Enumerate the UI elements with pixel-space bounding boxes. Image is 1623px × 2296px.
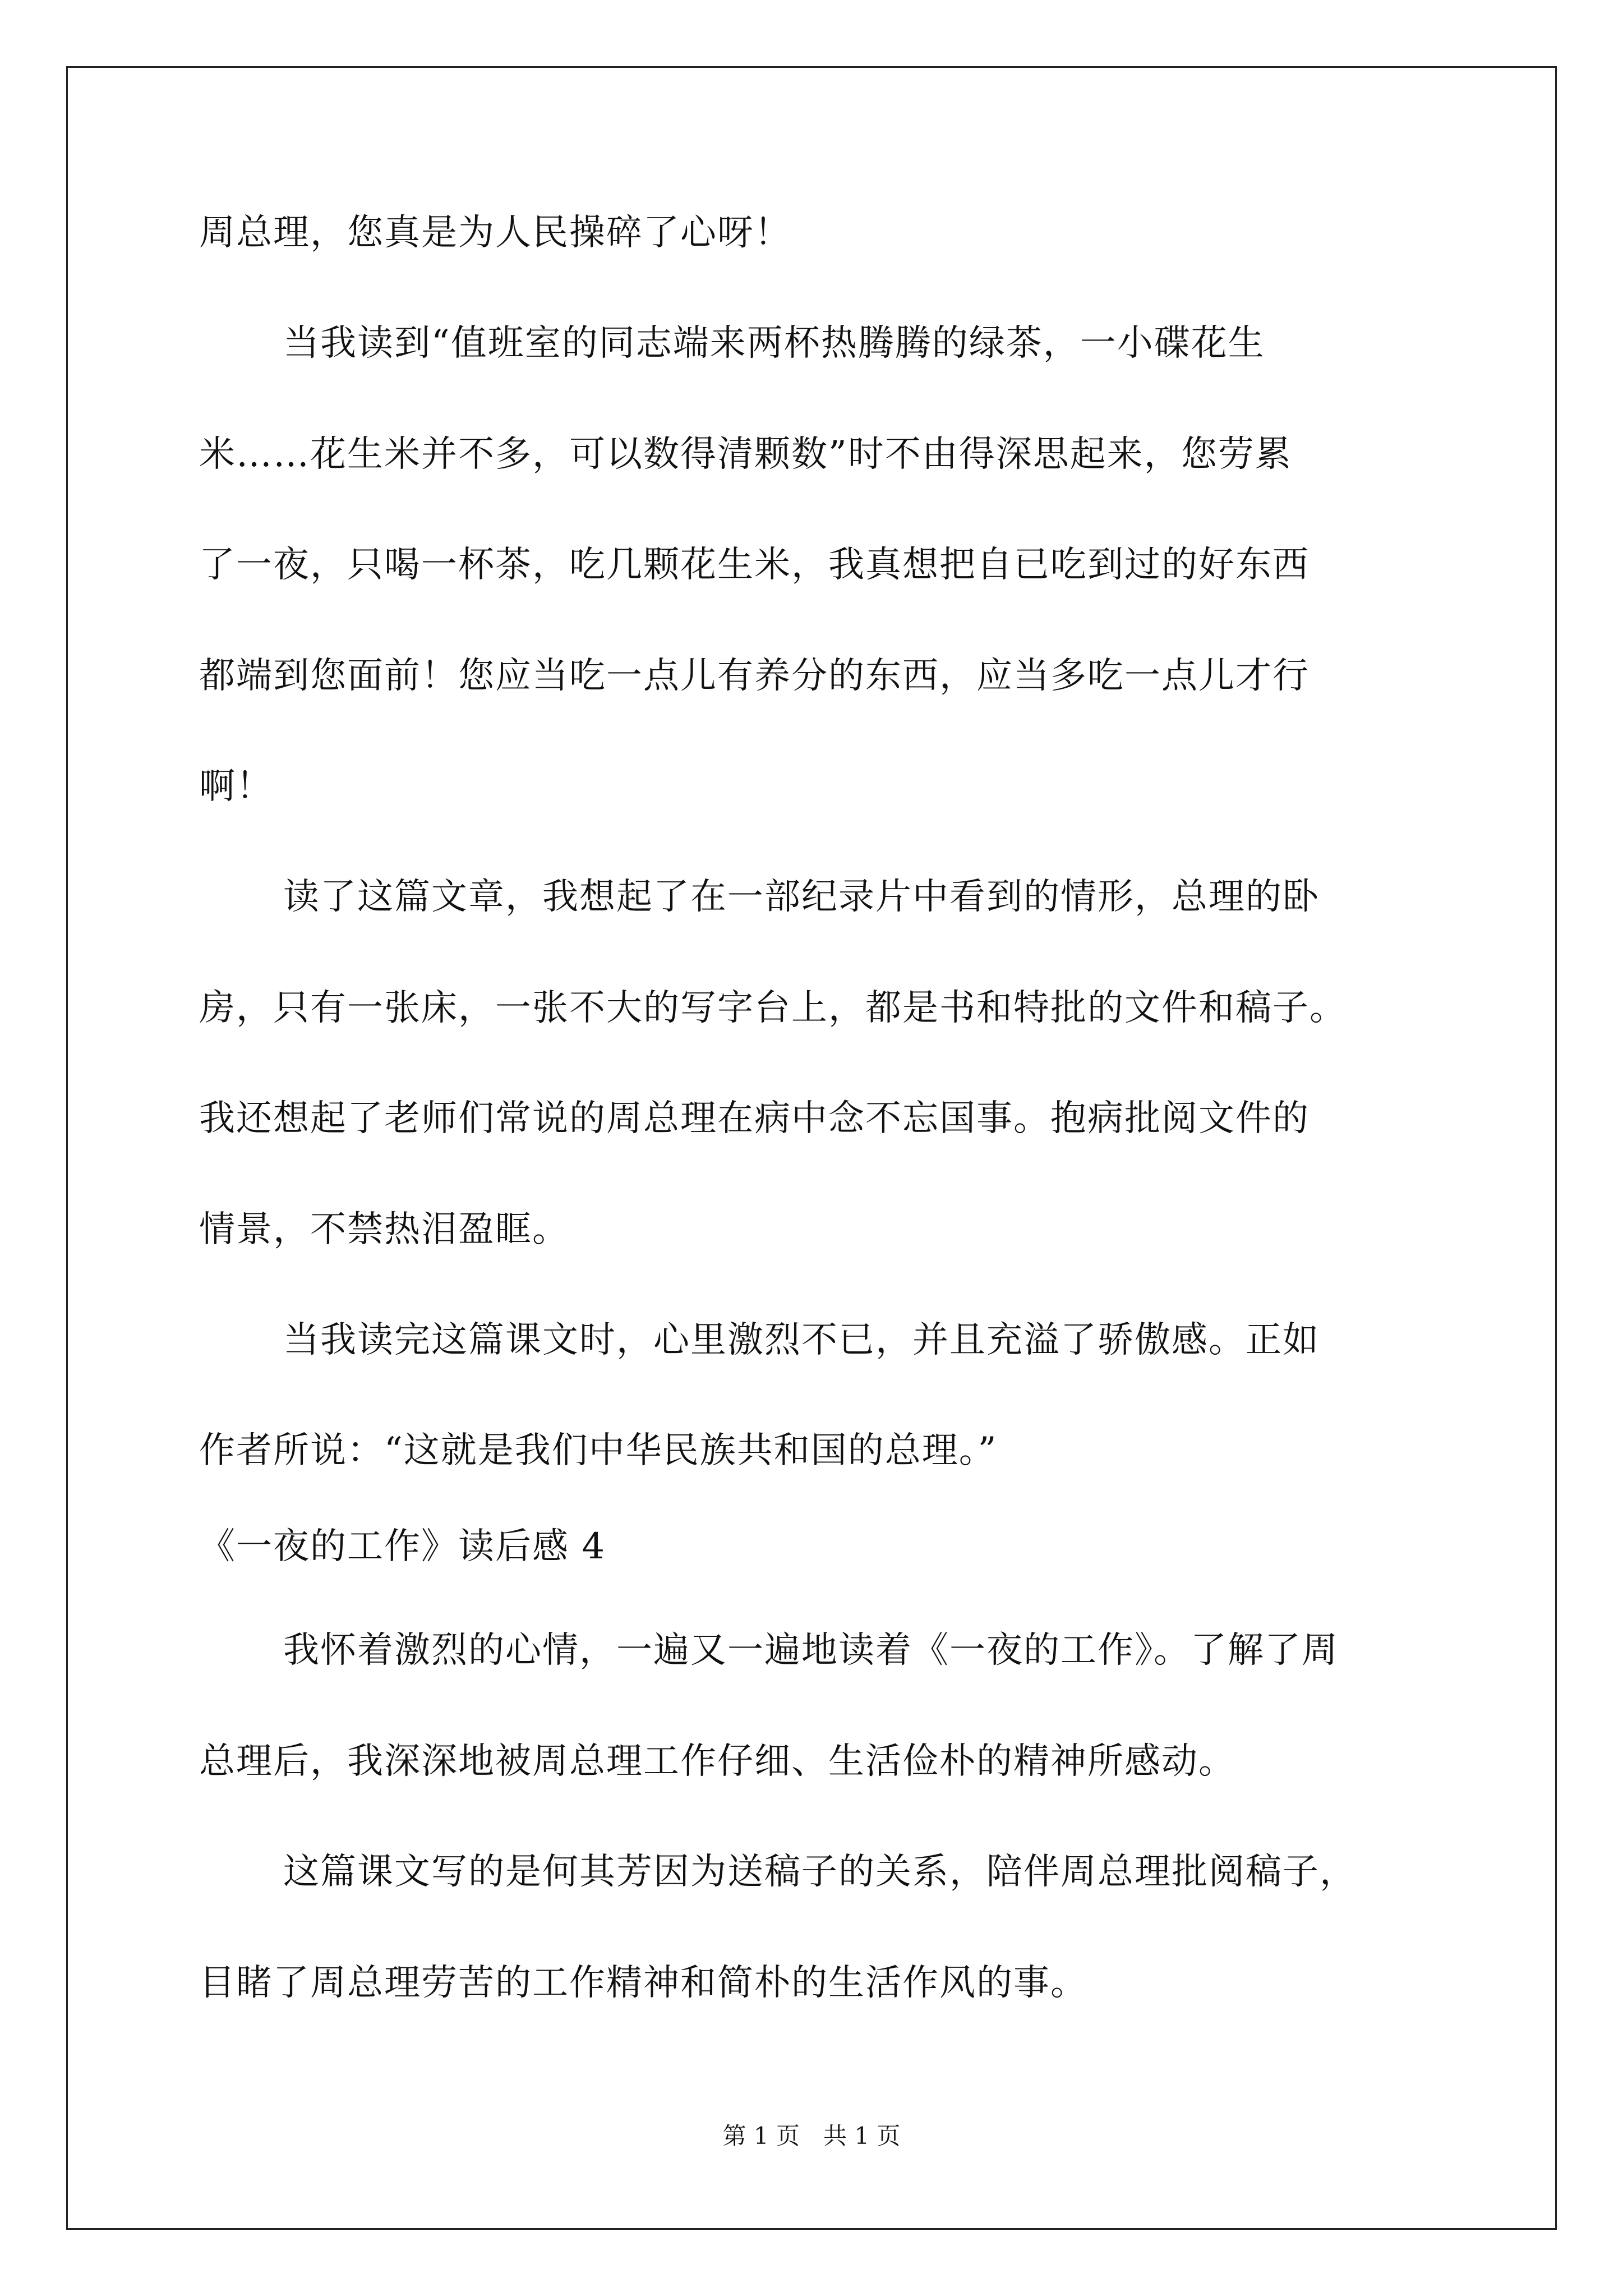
text-line: 都端到您面前！您应当吃一点儿有养分的东西，应当多吃一点儿才行: [199, 655, 1310, 697]
section-heading: 《一夜的工作》读后感 4: [199, 1526, 606, 1567]
text-line: 我怀着激烈的心情，一遍又一遍地读着《一夜的工作》。了解了周: [283, 1630, 1339, 1671]
text-line: 周总理，您真是为人民操碎了心呀！: [199, 212, 791, 254]
page-footer: 第 1 页 共 1 页: [722, 2122, 901, 2150]
page-border: [66, 66, 1557, 2230]
text-line: 我还想起了老师们常说的周总理在病中念不忘国事。抱病批阅文件的: [199, 1098, 1310, 1139]
text-line: 读了这篇文章，我想起了在一部纪录片中看到的情形，总理的卧: [283, 876, 1320, 918]
text-line: 房，只有一张床，一张不大的写字台上，都是书和特批的文件和稿子。: [199, 987, 1347, 1029]
text-line: 米……花生米并不多，可以数得清颗数”时不由得深思起来，您劳累: [199, 434, 1292, 475]
text-line: 当我读到“值班室的同志端来两杯热腾腾的绿茶，一小碟花生: [283, 323, 1265, 364]
text-line: 了一夜，只喝一杯茶，吃几颗花生米，我真想把自已吃到过的好东西: [199, 544, 1310, 586]
text-line: 总理后，我深深地被周总理工作仔细、生活俭朴的精神所感动。: [199, 1741, 1235, 1782]
text-line: 这篇课文写的是何其芳因为送稿子的关系，陪伴周总理批阅稿子，: [283, 1851, 1357, 1893]
text-line: 作者所说：“这就是我们中华民族共和国的总理。”: [199, 1430, 998, 1471]
text-line: 情景，不禁热泪盈眶。: [199, 1209, 569, 1250]
text-line: 啊！: [199, 766, 273, 807]
text-line: 目睹了周总理劳苦的工作精神和简朴的生活作风的事。: [199, 1962, 1087, 2004]
text-line: 当我读完这篇课文时，心里激烈不已，并且充溢了骄傲感。正如: [283, 1319, 1320, 1361]
